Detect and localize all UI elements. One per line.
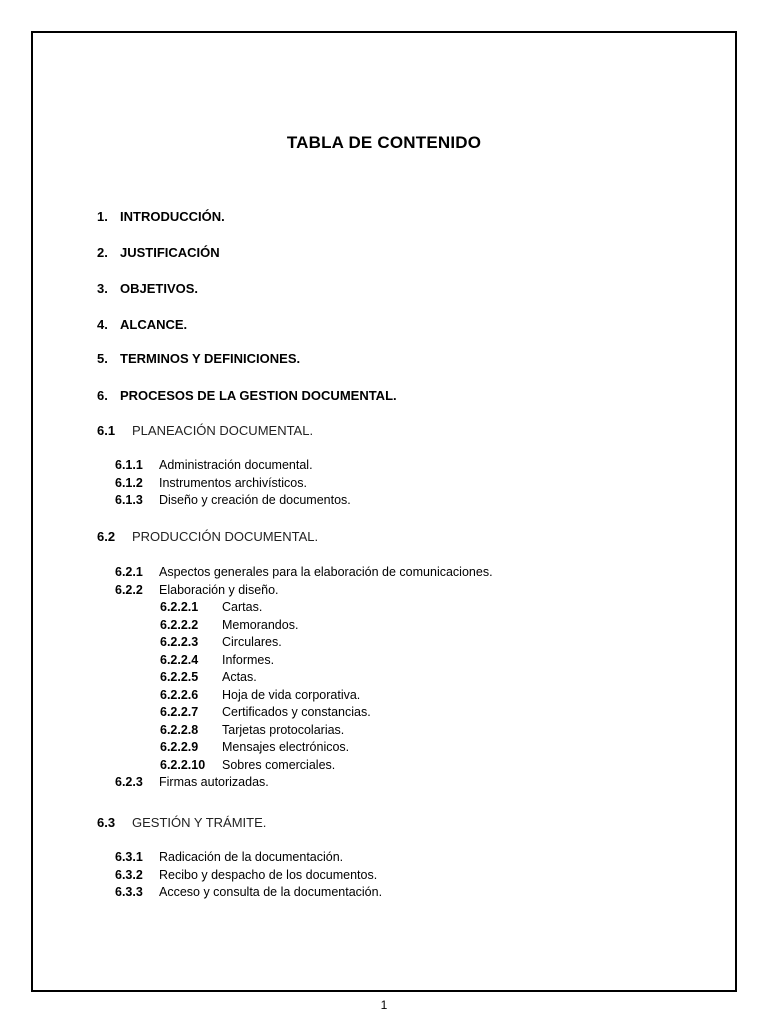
- toc-text: Actas.: [222, 670, 257, 684]
- toc-text: Elaboración y diseño.: [159, 582, 279, 597]
- toc-text: TERMINOS Y DEFINICIONES.: [120, 351, 301, 366]
- toc-section-5: [97, 351, 300, 366]
- toc-number: 6.3.3: [115, 885, 143, 899]
- toc-item: [115, 849, 343, 867]
- toc-number: 6.2.2.4: [160, 652, 199, 667]
- toc-number: 6.2.2.8: [160, 722, 199, 737]
- toc-text: JUSTIFICACIÓN: [120, 245, 220, 260]
- toc-text: PROCESOS DE LA GESTION DOCUMENTAL.: [120, 388, 397, 403]
- toc-text: Administración documental.: [159, 458, 313, 472]
- toc-subitem: [160, 599, 262, 617]
- toc-number: 6.2.2.6: [160, 687, 199, 702]
- toc-number: 6.2: [97, 529, 116, 544]
- toc-number: 6.: [97, 388, 108, 403]
- toc-section-6: [97, 388, 397, 403]
- toc-subsection-6-2: [97, 529, 318, 544]
- page-number: 1: [380, 998, 388, 1012]
- toc-section-4: [97, 317, 187, 332]
- toc-item: [115, 867, 377, 885]
- toc-number: 6.1.1: [115, 458, 143, 472]
- toc-item: [115, 582, 279, 600]
- toc-number: 3.: [97, 281, 108, 296]
- toc-text: Circulares.: [222, 635, 282, 649]
- toc-section-3: [97, 281, 198, 296]
- toc-text: Mensajes electrónicos.: [222, 740, 350, 754]
- toc-text: Recibo y despacho de los documentos.: [159, 867, 378, 882]
- toc-number: 5.: [97, 351, 108, 366]
- toc-number: 4.: [97, 317, 108, 332]
- toc-text: Memorandos.: [222, 617, 299, 632]
- toc-text: OBJETIVOS.: [120, 281, 199, 296]
- toc-number: 6.2.2: [115, 582, 143, 597]
- toc-number: 6.1.2: [115, 475, 143, 490]
- toc-number: 6.3.2: [115, 867, 143, 882]
- toc-subitem: [160, 739, 349, 757]
- page-border: [31, 31, 737, 992]
- toc-number: 6.2.2.10: [160, 757, 206, 772]
- toc-section-2: [97, 245, 220, 260]
- toc-text: Radicación de la documentación.: [159, 850, 344, 864]
- toc-item: [115, 475, 307, 493]
- toc-item: [115, 492, 351, 510]
- toc-text: Aspectos generales para la elaboración de comunicaciones.: [159, 565, 493, 579]
- toc-subitem: [160, 687, 360, 705]
- toc-subitem: [160, 669, 257, 687]
- toc-text: Acceso y consulta de la documentación.: [159, 885, 383, 899]
- toc-text: Cartas.: [222, 600, 263, 614]
- toc-text: Diseño y creación de documentos.: [159, 493, 351, 507]
- toc-number: 6.2.2.3: [160, 635, 199, 649]
- toc-text: Informes.: [222, 652, 275, 667]
- toc-subsection-6-3: [97, 815, 266, 830]
- toc-text: Hoja de vida corporativa.: [222, 687, 361, 702]
- toc-subitem: [160, 704, 371, 722]
- toc-number: 6.1.3: [115, 493, 143, 507]
- toc-number: 6.2.2.7: [160, 705, 199, 719]
- toc-number: 6.2.2.5: [160, 670, 199, 684]
- document-title: TABLA DE CONTENIDO: [286, 133, 482, 152]
- toc-text: Firmas autorizadas.: [159, 775, 269, 789]
- toc-number: 6.3.1: [115, 850, 143, 864]
- toc-text: PLANEACIÓN DOCUMENTAL.: [132, 423, 314, 438]
- toc-number: 6.2.1: [115, 565, 143, 579]
- toc-item: [115, 884, 382, 902]
- toc-subitem: [160, 652, 274, 670]
- toc-subitem: [160, 634, 282, 652]
- toc-section-1: [97, 209, 225, 224]
- toc-text: Certificados y constancias.: [222, 705, 371, 719]
- toc-text: PRODUCCIÓN DOCUMENTAL.: [132, 529, 319, 544]
- toc-subitem: [160, 757, 335, 775]
- toc-number: 6.2.2.1: [160, 600, 199, 614]
- toc-item: [115, 564, 493, 582]
- toc-item: [115, 457, 313, 475]
- toc-number: 6.2.2.9: [160, 740, 199, 754]
- toc-number: 6.1: [97, 423, 116, 438]
- toc-subitem: [160, 617, 298, 635]
- toc-item: [115, 774, 269, 792]
- toc-text: ALCANCE.: [120, 317, 188, 332]
- toc-number: 6.2.3: [115, 775, 143, 789]
- toc-number: 6.2.2.2: [160, 617, 199, 632]
- toc-text: GESTIÓN Y TRÁMITE.: [132, 815, 267, 830]
- toc-number: 6.3: [97, 815, 116, 830]
- toc-subsection-6-1: [97, 423, 313, 438]
- toc-text: Tarjetas protocolarias.: [222, 722, 345, 737]
- toc-text: INTRODUCCIÓN.: [120, 209, 225, 224]
- toc-text: Sobres comerciales.: [222, 757, 336, 772]
- toc-number: 2.: [97, 245, 108, 260]
- toc-text: Instrumentos archivísticos.: [159, 475, 307, 490]
- toc-subitem: [160, 722, 344, 740]
- toc-number: 1.: [97, 209, 108, 224]
